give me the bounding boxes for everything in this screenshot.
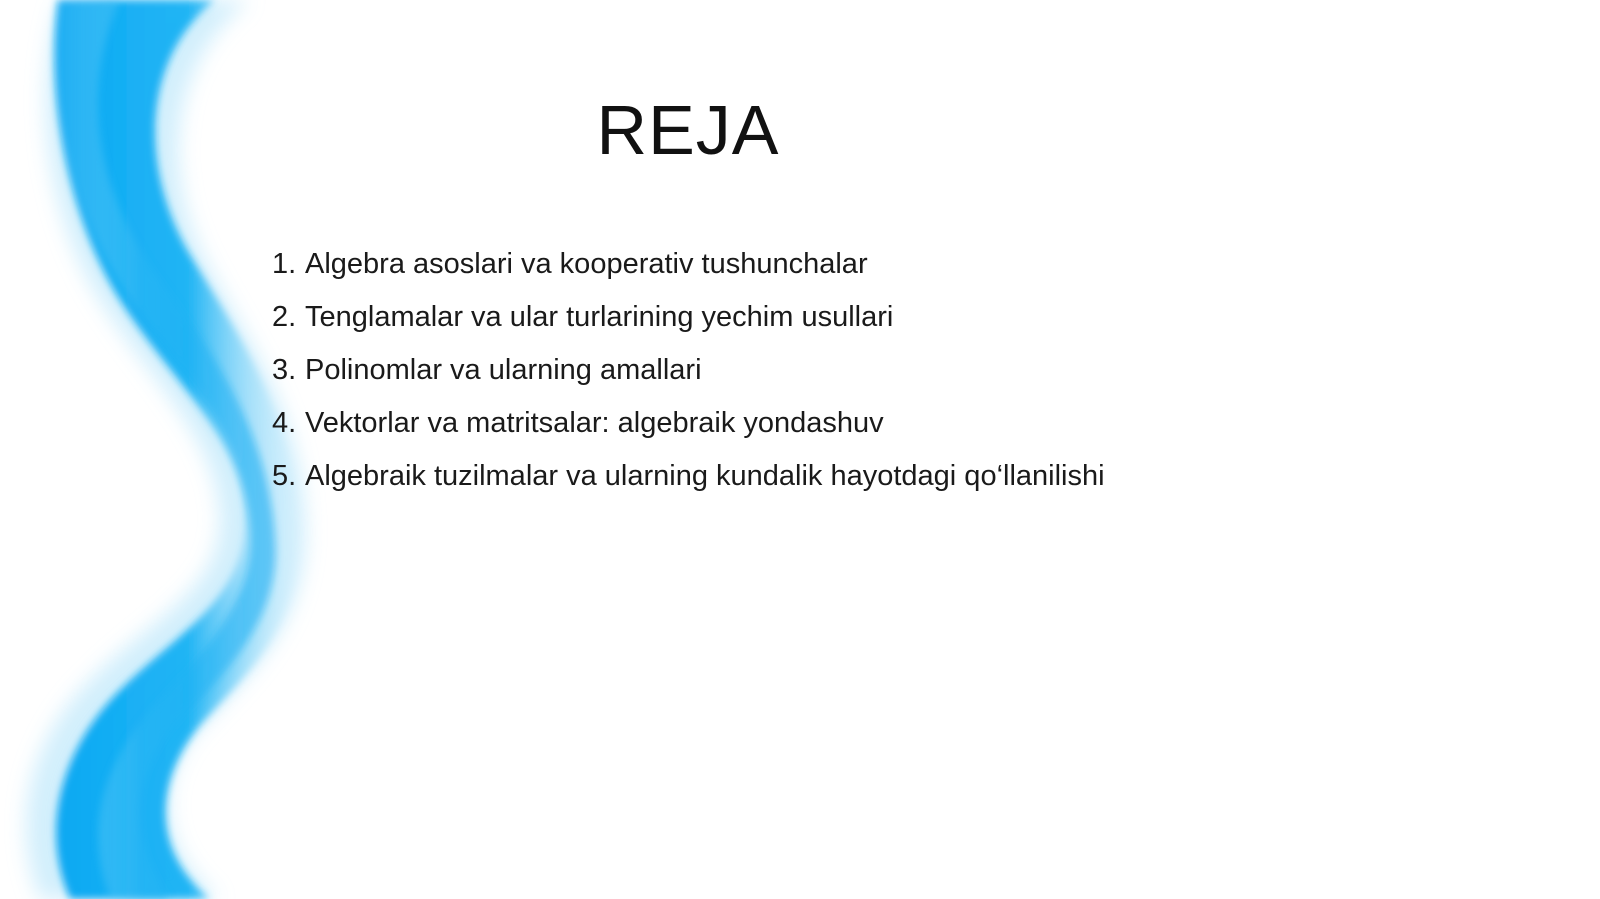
list-item xyxy=(272,397,1105,450)
list-item-text: Vektorlar va matritsalar: algebraik yondashuv xyxy=(305,407,884,439)
list-item-text: Algebraik tuzilmalar va ularning kundalik hayotdagi qo‘llanilishi xyxy=(305,460,1105,492)
slide-title: REJA xyxy=(596,91,780,169)
list-item-text: Algebra asoslari va kooperativ tushunchalar xyxy=(305,248,868,280)
list-item xyxy=(272,450,1105,503)
list-item xyxy=(272,238,1105,291)
list-item-number: 2. xyxy=(272,301,297,333)
list-item-number: 1. xyxy=(272,248,297,280)
plan-list xyxy=(272,238,1105,503)
list-item-text: Tenglamalar va ular turlarining yechim usullari xyxy=(305,301,894,333)
list-item-text: Polinomlar va ularning amallari xyxy=(305,354,702,386)
list-item xyxy=(272,291,1105,344)
list-item-number: 3. xyxy=(272,354,297,386)
list-item-number: 4. xyxy=(272,407,297,439)
list-item-number: 5. xyxy=(272,460,297,492)
list-item xyxy=(272,344,1105,397)
